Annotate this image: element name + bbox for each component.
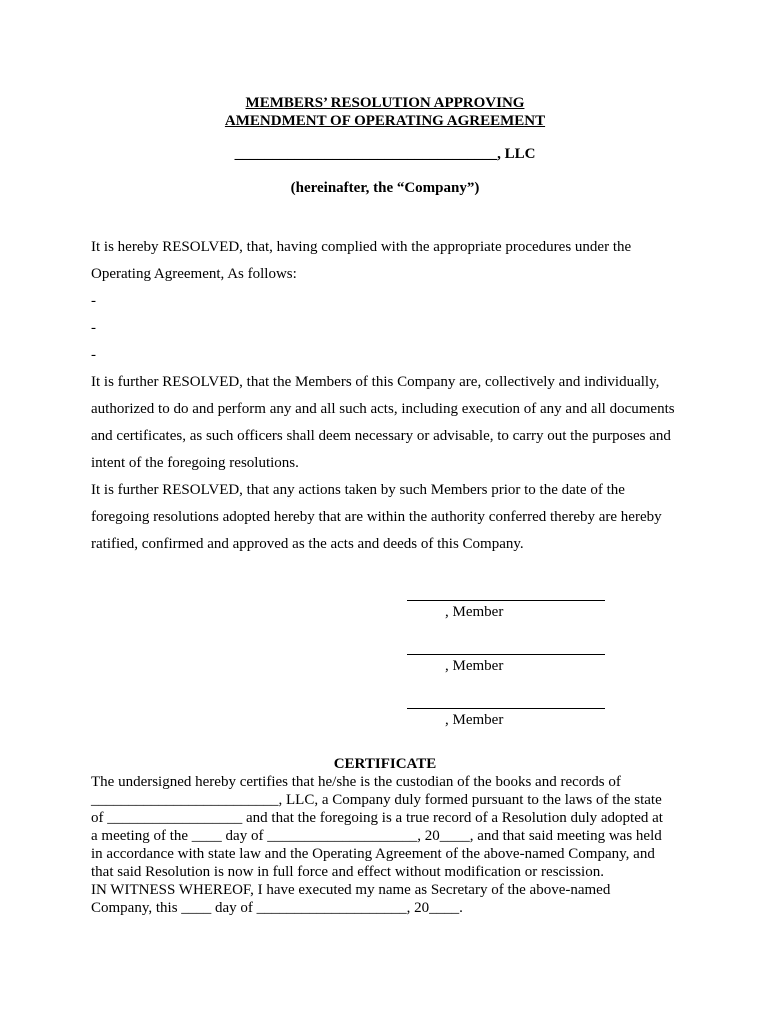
certificate-line: The undersigned hereby certifies that he/she is the custodian of the books and records of bbox=[91, 774, 621, 790]
certificate-line: in accordance with state law and the Operating Agreement of the above-named Company, and bbox=[91, 846, 655, 862]
certificate-line: of __________________ and that the foregoing is a true record of a Resolution duly adopted at bbox=[91, 810, 663, 826]
signature-block-3 bbox=[407, 708, 605, 728]
signature-label: , Member bbox=[445, 712, 504, 728]
resolutions-body bbox=[91, 234, 691, 558]
signature-block-1 bbox=[407, 600, 605, 620]
llc-name-line bbox=[0, 146, 770, 163]
certificate-line: a meeting of the ____ day of ____________________, 20____, and that said meeting was held bbox=[91, 828, 662, 844]
document-title-line2: AMENDMENT OF OPERATING AGREEMENT bbox=[224, 113, 546, 129]
resolution-line: and certificates, as such officers shall deem necessary or advisable, to carry out the purposes and bbox=[91, 428, 671, 444]
signature-label: , Member bbox=[445, 658, 504, 674]
list-item-dash: - bbox=[91, 293, 96, 309]
llc-name-blank[interactable]: ___________________________________ bbox=[234, 146, 498, 162]
certificate-line: Company, this ____ day of ____________________, 20____. bbox=[91, 900, 463, 916]
signature-block-2 bbox=[407, 654, 605, 674]
resolution-line: authorized to do and perform any and all such acts, including execution of any and all documents bbox=[91, 401, 675, 417]
signature-label: , Member bbox=[445, 604, 504, 620]
signature-line[interactable] bbox=[407, 708, 605, 709]
resolution-line: It is hereby RESOLVED, that, having complied with the appropriate procedures under the bbox=[91, 239, 632, 255]
certificate-line: _________________________, LLC, a Company duly formed pursuant to the laws of the state bbox=[91, 792, 662, 808]
resolution-line: intent of the foregoing resolutions. bbox=[91, 455, 299, 471]
resolution-line: Operating Agreement, As follows: bbox=[91, 266, 297, 282]
document-title-line1: MEMBERS’ RESOLUTION APPROVING bbox=[245, 95, 525, 111]
company-note: (hereinafter, the “Company”) bbox=[290, 180, 480, 196]
certificate-line: IN WITNESS WHEREOF, I have executed my name as Secretary of the above-named bbox=[91, 882, 611, 898]
signature-line[interactable] bbox=[407, 654, 605, 655]
llc-suffix: , LLC bbox=[497, 146, 536, 162]
resolution-line: It is further RESOLVED, that any actions taken by such Members prior to the date of the bbox=[91, 482, 625, 498]
resolution-line: foregoing resolutions adopted hereby that are within the authority conferred thereby are hereby bbox=[91, 509, 662, 525]
certificate-line: that said Resolution is now in full force and effect without modification or rescission. bbox=[91, 864, 604, 880]
signature-line[interactable] bbox=[407, 600, 605, 601]
resolution-line: ratified, confirmed and approved as the acts and deeds of this Company. bbox=[91, 536, 524, 552]
list-item-dash: - bbox=[91, 320, 96, 336]
certificate-body bbox=[91, 773, 691, 917]
list-item-dash: - bbox=[91, 347, 96, 363]
resolution-line: It is further RESOLVED, that the Members of this Company are, collectively and individually, bbox=[91, 374, 660, 390]
certificate-title: CERTIFICATE bbox=[333, 756, 437, 772]
